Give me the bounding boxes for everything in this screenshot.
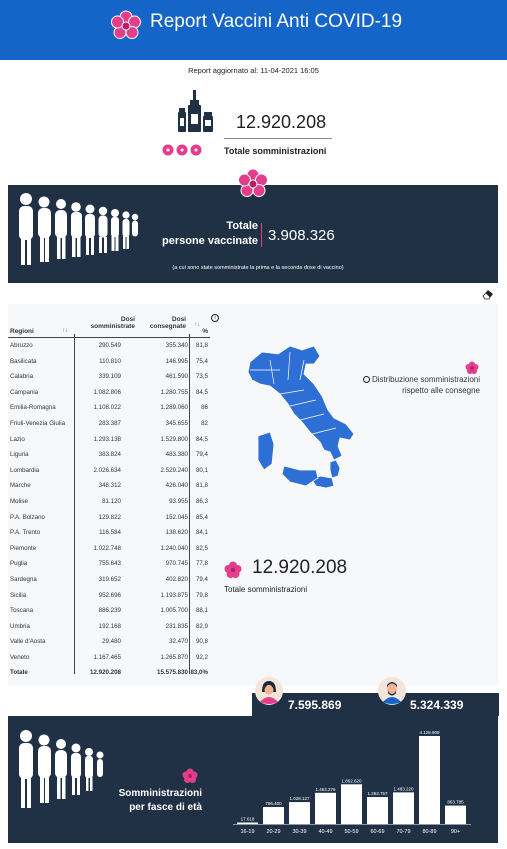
table-row[interactable] <box>8 619 210 635</box>
regions-table <box>8 314 210 681</box>
table-row[interactable] <box>8 354 210 370</box>
age-category-label: 50-59 <box>344 829 359 835</box>
flower-logo-icon <box>110 10 142 42</box>
age-bar[interactable] <box>341 784 362 824</box>
administered-doses: 1.167.465 <box>93 653 121 661</box>
age-bar-chart <box>233 722 483 840</box>
percent-used: 82 <box>201 419 208 427</box>
region-name: Campania <box>10 388 39 396</box>
sort-icon[interactable]: ↑↓ <box>194 322 200 328</box>
vaccine-vials-icon <box>176 90 216 132</box>
column-header-percent[interactable]: % <box>202 328 208 335</box>
region-name: Lazio <box>10 435 25 443</box>
age-bar-value-label: 1.862.620 <box>341 778 362 784</box>
region-name: Friuli-Venezia Giulia <box>10 419 66 427</box>
woman-avatar-icon <box>254 676 284 706</box>
percent-used: 90,8 <box>195 638 208 646</box>
age-bar-value-label: 796.400 <box>265 801 282 807</box>
percent-used: 84,5 <box>195 435 208 443</box>
region-name: Emilia-Romagna <box>10 404 56 412</box>
column-header-delivered-line1: Dosi <box>171 316 186 323</box>
people-queue-icon <box>14 189 139 269</box>
page-title: Report Vaccini Anti COVID-19 <box>150 11 403 32</box>
age-category-label: 40-49 <box>318 829 333 835</box>
percent-used: 86 <box>201 404 208 412</box>
header-bar <box>0 0 507 60</box>
flower-icon <box>237 168 269 200</box>
flower-icon <box>224 561 242 579</box>
percent-used: 80,1 <box>195 466 208 474</box>
table-row[interactable] <box>8 369 210 385</box>
total-administrations-label: Totale somministrazioni <box>224 146 327 156</box>
column-header-administered[interactable] <box>85 316 135 330</box>
percent-used: 79,4 <box>195 575 208 583</box>
administered-doses: 348.312 <box>98 482 121 490</box>
table-row[interactable] <box>8 447 210 463</box>
total-administered: 12.920.208 <box>90 669 121 677</box>
table-body <box>8 338 210 665</box>
age-bar-value-label: 4.128.909 <box>419 730 440 735</box>
female-value: 7.595.869 <box>288 698 342 712</box>
region-name: Sicilia <box>10 591 27 599</box>
table-row[interactable] <box>8 400 210 416</box>
column-header-administered-line1: Dosi <box>120 316 135 323</box>
administered-doses: 81.120 <box>102 497 121 505</box>
column-header-delivered[interactable] <box>142 316 186 330</box>
table-row[interactable] <box>8 432 210 448</box>
region-name: Molise <box>10 497 28 505</box>
age-bar[interactable] <box>263 807 284 824</box>
delivered-doses: 152.045 <box>165 513 188 521</box>
map-total-label: Totale somministrazioni <box>224 585 308 594</box>
administered-doses: 952.696 <box>98 591 121 599</box>
percent-used: 79,8 <box>195 591 208 599</box>
info-icon[interactable] <box>363 376 370 383</box>
percent-used: 82,5 <box>195 544 208 552</box>
region-name: Basilicata <box>10 357 37 365</box>
administered-doses: 1.022.748 <box>93 544 121 552</box>
administered-doses: 29.480 <box>102 638 121 646</box>
male-value: 5.324.339 <box>410 698 464 712</box>
percent-used: 73,5 <box>195 373 208 381</box>
divider <box>224 138 332 139</box>
percent-used: 77,8 <box>195 560 208 568</box>
vaccinated-value: 3.908.326 <box>268 227 335 244</box>
age-bar-value-label: 1.463.276 <box>315 786 336 792</box>
delivered-doses: 2.529.240 <box>160 466 188 474</box>
table-total-row <box>8 665 210 681</box>
age-bar-value-label: 863.785 <box>447 799 464 805</box>
vaccinated-label <box>150 219 258 249</box>
total-delivered: 15.575.830 <box>157 669 188 677</box>
region-name: Valle d'Aosta <box>10 638 46 646</box>
percent-used: 81,8 <box>195 482 208 490</box>
delivered-doses: 1.289.060 <box>160 404 188 412</box>
table-row[interactable] <box>8 494 210 510</box>
map-caption-line2: rispetto alle consegne <box>402 386 480 395</box>
administered-doses: 339.109 <box>98 373 121 381</box>
sort-icon[interactable]: ↑↓ <box>62 328 68 334</box>
delivered-doses: 231.835 <box>165 622 188 630</box>
table-row[interactable] <box>8 650 210 666</box>
table-row[interactable] <box>8 603 210 619</box>
table-row[interactable] <box>8 634 210 650</box>
delivered-doses: 483.380 <box>165 451 188 459</box>
region-name: Puglia <box>10 560 28 568</box>
map-total-value: 12.920.208 <box>252 557 348 578</box>
table-row[interactable] <box>8 525 210 541</box>
age-bar-value-label: 1.483.220 <box>393 786 414 792</box>
administered-doses: 110.810 <box>99 357 121 365</box>
region-name: Piemonte <box>10 544 37 552</box>
region-name: Calabria <box>10 373 34 381</box>
age-bar[interactable] <box>393 792 414 824</box>
delivered-doses: 32.470 <box>169 638 188 646</box>
column-divider <box>189 334 190 674</box>
delivered-doses: 1.240.040 <box>160 544 188 552</box>
age-bar[interactable] <box>367 797 388 824</box>
administered-doses: 1.293.138 <box>93 435 121 443</box>
man-avatar-icon <box>377 676 407 706</box>
region-name: Toscana <box>10 607 34 615</box>
info-icon[interactable]: i <box>211 314 219 322</box>
table-row[interactable] <box>8 416 210 432</box>
italy-map[interactable] <box>230 340 360 515</box>
delivered-doses: 1.529.800 <box>160 435 188 443</box>
clear-filters-eraser-icon[interactable] <box>482 288 494 300</box>
table-row[interactable] <box>8 478 210 494</box>
administered-doses: 129.822 <box>98 513 121 521</box>
age-category-label: 16-19 <box>240 829 255 835</box>
delivered-doses: 146.995 <box>165 357 188 365</box>
flower-icons <box>162 143 202 157</box>
update-timestamp: Report aggiornato al: 11-04-2021 16:05 <box>188 66 319 75</box>
age-section-label <box>92 787 202 815</box>
age-section-label-line1: Somministrazioni <box>118 788 202 799</box>
percent-used: 75,4 <box>195 357 208 365</box>
administered-doses: 383.824 <box>98 451 121 459</box>
age-category-label: 70-79 <box>396 829 411 835</box>
age-bar[interactable] <box>289 802 310 824</box>
column-divider <box>74 334 75 674</box>
vaccinated-label-line1: Totale <box>226 220 258 232</box>
administered-doses: 2.026.634 <box>93 466 121 474</box>
region-name: Veneto <box>10 653 30 661</box>
age-bar-value-label: 17.618 <box>240 816 255 822</box>
map-caption <box>340 374 480 396</box>
flower-icon <box>465 361 479 375</box>
table-row[interactable] <box>8 338 210 354</box>
column-header-administered-line2: somministrate <box>90 323 135 330</box>
table-row[interactable] <box>8 588 210 604</box>
region-name: P.A. Trento <box>10 529 41 537</box>
vaccinated-note: (a cui sono state somministrate la prima e la seconda dose di vaccino) <box>172 265 344 271</box>
percent-used: 92,2 <box>195 653 208 661</box>
administered-doses: 886.239 <box>98 607 121 615</box>
administered-doses: 755.643 <box>98 560 121 568</box>
delivered-doses: 402.820 <box>165 575 188 583</box>
age-category-label: 90+ <box>450 829 461 835</box>
administered-doses: 1.082.806 <box>93 388 121 396</box>
column-header-region[interactable]: Regioni <box>10 328 34 335</box>
delivered-doses: 1.265.870 <box>160 653 188 661</box>
delivered-doses: 1.193.875 <box>160 591 188 599</box>
age-bar[interactable] <box>315 793 336 824</box>
percent-used: 79,4 <box>195 451 208 459</box>
percent-used: 82,9 <box>195 622 208 630</box>
total-percent: 83,0% <box>190 669 208 677</box>
age-bar[interactable] <box>419 736 440 824</box>
vaccinated-label-line2: persone vaccinate <box>162 235 258 247</box>
percent-used: 86,3 <box>195 497 208 505</box>
percent-used: 84,5 <box>195 388 208 396</box>
region-name: P.A. Bolzano <box>10 513 45 521</box>
age-category-label: 30-39 <box>292 829 307 835</box>
region-name: Umbria <box>10 622 30 630</box>
age-category-label: 80-89 <box>422 829 437 835</box>
delivered-doses: 93.955 <box>169 497 188 505</box>
percent-used: 85,4 <box>195 513 208 521</box>
table-row[interactable] <box>8 385 210 401</box>
region-name: Abruzzo <box>10 342 33 349</box>
table-row[interactable] <box>8 463 210 479</box>
delivered-doses: 426.040 <box>165 482 188 490</box>
administered-doses: 192.168 <box>98 622 121 630</box>
flower-icon <box>182 768 198 784</box>
table-row[interactable] <box>8 572 210 588</box>
delivered-doses: 138.620 <box>165 529 188 537</box>
region-name: Marche <box>10 482 31 490</box>
region-name: Sardegna <box>10 575 37 583</box>
map-caption-line1 <box>340 374 480 385</box>
delivered-doses: 345.655 <box>165 419 188 427</box>
delivered-doses: 461.590 <box>165 373 188 381</box>
table-row[interactable] <box>8 541 210 557</box>
table-row[interactable] <box>8 510 210 526</box>
administered-doses: 1.108.022 <box>93 404 121 412</box>
delivered-doses: 355.340 <box>165 342 188 349</box>
administered-doses: 290.549 <box>98 342 121 349</box>
age-bar-value-label: 1.028.127 <box>289 796 310 802</box>
age-bar[interactable] <box>237 823 258 825</box>
accent-separator <box>261 223 262 247</box>
percent-used: 88,1 <box>195 607 208 615</box>
total-administrations-value: 12.920.208 <box>236 112 327 132</box>
total-label: Totale <box>10 669 28 677</box>
column-header-delivered-line2: consegnate <box>149 323 186 330</box>
administered-doses: 283.387 <box>98 419 121 427</box>
age-category-label: 60-69 <box>370 829 385 835</box>
administered-doses: 319.652 <box>98 575 121 583</box>
region-name: Lombardia <box>10 466 40 474</box>
delivered-doses: 1.280.755 <box>160 388 188 396</box>
table-header <box>8 314 210 338</box>
region-name: Liguria <box>10 451 29 459</box>
age-category-label: 20-29 <box>266 829 281 835</box>
percent-used: 84,1 <box>195 529 208 537</box>
delivered-doses: 970.745 <box>165 560 188 568</box>
table-row[interactable] <box>8 556 210 572</box>
delivered-doses: 1.005.700 <box>160 607 188 615</box>
map-caption-text: Distribuzione somministrazioni <box>371 375 480 384</box>
age-bar-value-label: 1.263.757 <box>367 791 388 797</box>
percent-used: 81,8 <box>195 342 208 349</box>
age-bar[interactable] <box>445 806 466 824</box>
administered-doses: 116.584 <box>99 529 121 537</box>
age-section-label-line2: per fasce di età <box>129 802 202 813</box>
